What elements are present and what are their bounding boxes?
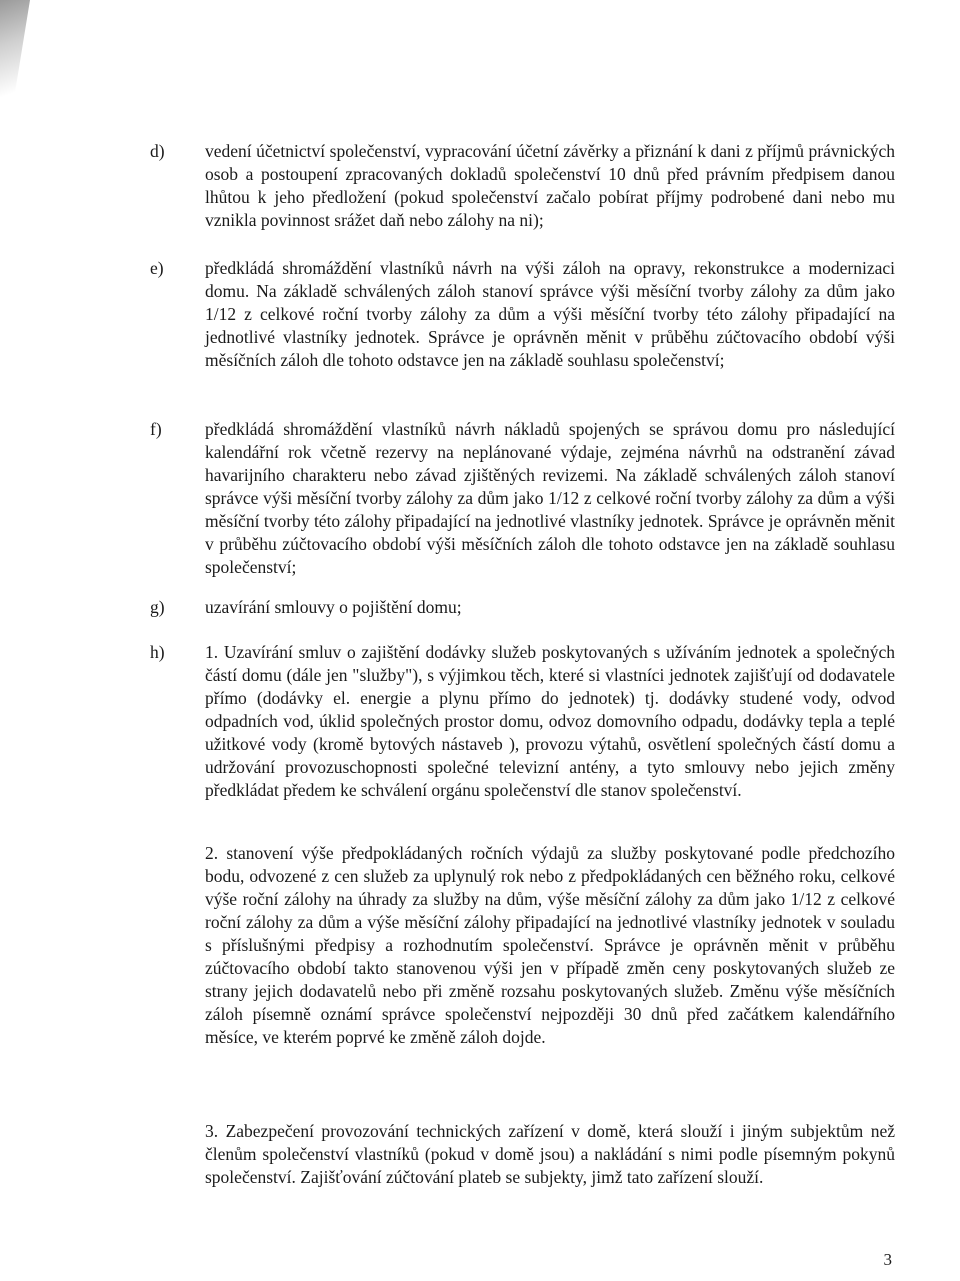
item-text: vedení účetnictví společenství, vypracování účetní závěrky a přiznání k dani z příjmů právnických osob a postoupení zpracovaných dokladů společenství 10 dnů před právním předpisem danou lhůtou k jeho předložení (pokud společenství začalo pobírat příjmy podrobené dani nebo mu vznikla povinnost srážet daň nebo zálohy na ni);	[205, 141, 895, 230]
item-label: e)	[150, 258, 164, 278]
sub-item-h1: 1. Uzavírání smluv o zajištění dodávky služeb poskytovaných s užíváním jednotek a společných částí domu (dále jen "služby"), s výjimkou těch, které si vlastníci jednotek zajišťují od dodavatele přímo (dodávky el. energie a plynu přímo do jednotek) tj. dodávky studené vody, odvod odpadních vod, úklid společných prostor domu, odvoz domovního odpadu, dodávky tepla a teplé užitkové vody (kromě bytových nástaveb ), provozu výtahů, osvětlení společných částí domu a udržování provozuschopnosti společné televizní antény, a tyto smlouvy nebo jejich změny předkládat předem ke schválení orgánu společenství dle stanov společenství.	[205, 642, 895, 800]
list-item-d	[150, 140, 895, 232]
list-item-f	[150, 418, 895, 579]
item-label: d)	[150, 141, 165, 161]
list-item-e	[150, 257, 895, 372]
item-text: uzavírání smlouvy o pojištění domu;	[205, 597, 462, 617]
item-text: předkládá shromáždění vlastníků návrh nákladů spojených se správou domu pro následující kalendářní rok včetně rezervy na neplánované výdaje, zejména návrhů na odstranění závad havarijního charakteru nebo závad zjištěných revizemi. Na základě schválených záloh stanoví správce výši měsíční tvorby zálohy za dům jako 1/12 z celkové roční tvorby zálohy za dům a výši měsíční tvorby této zálohy připadající na jednotlivé vlastníky jednotek. Správce je oprávněn měnit v průběhu zúčtovacího období výši měsíčních záloh dle tohoto odstavce jen na základě souhlasu společenství;	[205, 419, 895, 577]
list-item-g	[150, 596, 895, 619]
item-label: h)	[150, 642, 165, 662]
sub-item-h2: 2. stanovení výše předpokládaných ročních výdajů za služby poskytované podle předchozího bodu, odvozené z cen služeb za uplynulý rok nebo z předpokládaných cen běžného roku, celkové výše roční zálohy na úhrady za služby na dům, výše měsíční zálohy za dům jako 1/12 z celkové roční zálohy za dům a výše měsíční zálohy připadající na jednotlivé vlastníky jednotek v souladu s příslušnými předpisy a rozhodnutím společenství. Správce je oprávněn měnit v průběhu zúčtovacího období takto stanovenou výši jen v případě změn ceny poskytovaných služeb ze strany jejich dodavatelů nebo při změně rozsahu poskytovaných služeb. Změnu výše měsíčních záloh písemně oznámí správce společenství nejpozději 30 dnů před začátkem kalendářního měsíce, ve kterém poprvé ke změně záloh dojde.	[205, 843, 895, 1047]
item-text: předkládá shromáždění vlastníků návrh na výši záloh na opravy, rekonstrukce a modernizaci domu. Na základě schválených záloh stanoví správce výši měsíční tvorby zálohy za dům jako 1/12 z celkové roční tvorby zálohy za dům a výši měsíční tvorby této zálohy připadající na jednotlivé vlastníky jednotek. Správce je oprávněn měnit v průběhu zúčtovacího období výši měsíčních záloh dle tohoto odstavce jen na základě souhlasu společenství;	[205, 258, 895, 370]
item-label: f)	[150, 419, 162, 439]
page-number: 3	[883, 1250, 892, 1269]
item-label: g)	[150, 597, 165, 617]
sub-item-h3: 3. Zabezpečení provozování technických zařízení v domě, která slouží i jiným subjektům než členům společenství vlastníků (pokud v domě jsou) a nakládání s nimi podle písemným pokynů společenství. Zajišťování zúčtování plateb se subjekty, jimž tato zařízení slouží.	[205, 1121, 895, 1187]
